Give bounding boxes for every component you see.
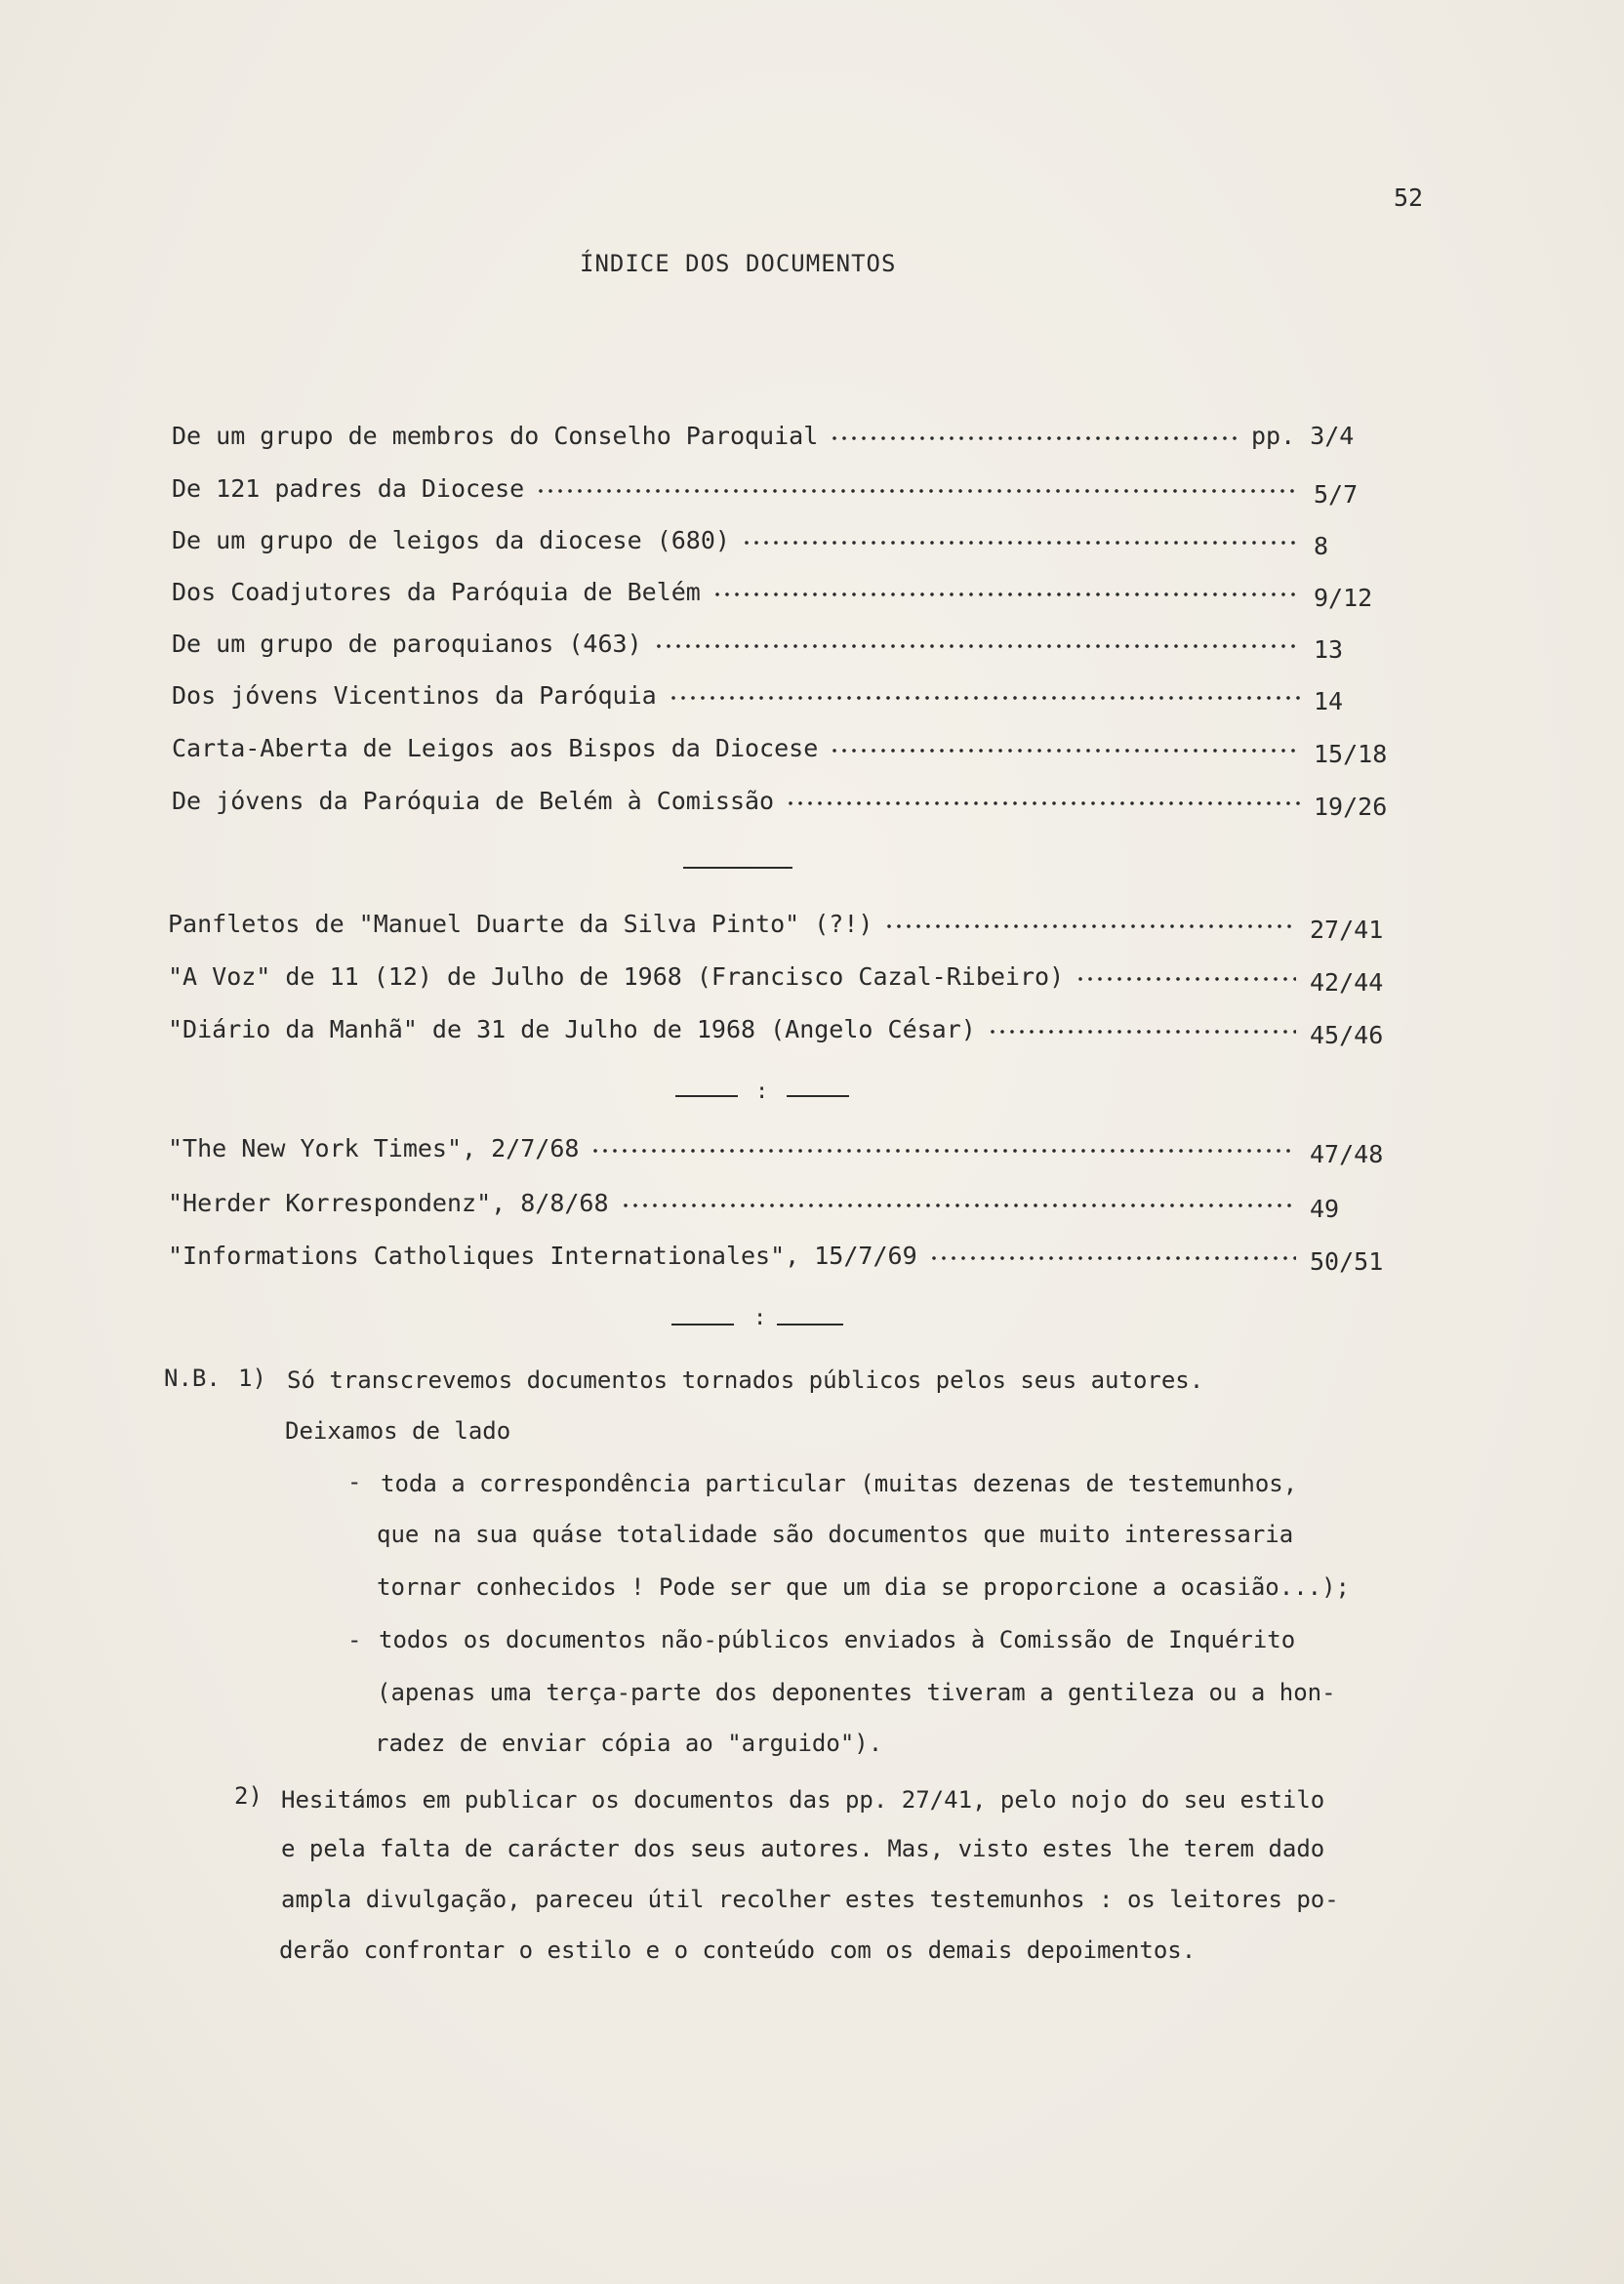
note-text: Deixamos de lado [285,1417,511,1445]
index-entry [168,1134,1384,1168]
entry-label: "Informations Catholiques Internationales", 15/7/69 [168,1242,917,1270]
index-entry [172,681,1372,714]
section-divider-left [675,1095,738,1097]
index-entry [172,578,1372,611]
page-number: 52 [1394,184,1424,212]
dot-leader [654,643,1300,649]
note-text: (apenas uma terça-parte dos deponentes tiveram a gentileza ou a hon- [377,1679,1336,1706]
entry-label: De um grupo de membros do Conselho Paroquial [172,422,819,450]
bullet: - [347,1468,362,1495]
dot-leader [536,488,1300,494]
entry-pages: 13 [1314,635,1344,664]
index-entry [168,910,1384,944]
entry-label: "Diário da Manhã" de 31 de Julho de 1968 (Angelo César) [168,1015,976,1043]
note-number: 2) [234,1782,263,1810]
entry-label: De um grupo de paroquianos (463) [172,630,642,658]
note-text: radez de enviar cópia ao "arguido"). [375,1730,883,1757]
dot-leader [590,1148,1296,1154]
index-entry [168,1189,1368,1222]
note-text: e pela falta de carácter dos seus autores. Mas, visto estes lhe terem dado [281,1835,1325,1862]
section-divider-left [671,1324,734,1326]
note-text: ampla divulgação, pareceu útil recolher estes testemunhos : os leitores po- [281,1886,1339,1913]
note-number: 1) [238,1365,266,1392]
entry-pages: 15/18 [1314,740,1388,768]
section-divider-mark: : [753,1306,767,1330]
index-entry [172,734,1388,768]
note-text: Só transcrevemos documentos tornados públicos pelos seus autores. [287,1366,1204,1394]
entry-label: "The New York Times", 2/7/68 [168,1134,580,1162]
dot-leader [621,1203,1296,1208]
entry-label: De 121 padres da Diocese [172,474,525,503]
dot-leader [786,800,1300,806]
dot-leader [1076,976,1296,982]
dot-leader [669,695,1300,701]
bullet: - [347,1626,362,1653]
index-entry [172,630,1372,663]
index-entry [168,962,1384,997]
note-text: toda a correspondência particular (muitas dezenas de testemunhos, [381,1470,1298,1497]
entry-label: De um grupo de leigos da diocese (680) [172,526,730,554]
dot-leader [884,923,1296,929]
entry-pages: 14 [1314,687,1344,715]
index-entry [168,1015,1384,1049]
note-prefix: N.B. [164,1365,221,1392]
note-text: Hesitámos em publicar os documentos das pp. 27/41, pelo nojo do seu estilo [281,1786,1325,1814]
entry-pages: 50/51 [1310,1247,1384,1276]
dot-leader [742,540,1300,546]
index-entry [172,526,1372,559]
entry-label: Dos Coadjutores da Paróquia de Belém [172,578,701,606]
note-text: tornar conhecidos ! Pode ser que um dia se proporcione a ocasião...); [377,1573,1350,1601]
entry-pages: 49 [1310,1195,1340,1223]
entry-label: Dos jóvens Vicentinos da Paróquia [172,681,657,710]
dot-leader [712,591,1300,597]
entry-label: Carta-Aberta de Leigos aos Bispos da Diocese [172,734,819,762]
section-divider-right [777,1324,843,1326]
page-title: ÍNDICE DOS DOCUMENTOS [580,250,897,277]
note-text: derão confrontar o estilo e o conteúdo com os demais depoimentos. [279,1937,1197,1964]
index-entry [172,474,1372,508]
dot-leader [929,1255,1296,1261]
entry-pages: pp. 3/4 [1251,422,1355,450]
entry-pages: 5/7 [1314,480,1359,509]
dot-leader [830,748,1300,754]
dot-leader [988,1029,1296,1035]
section-divider-right [787,1095,849,1097]
entry-label: De jóvens da Paróquia de Belém à Comissão [172,787,775,815]
entry-pages: 42/44 [1310,968,1384,997]
note-text: que na sua quáse totalidade são documentos que muito interessaria [377,1521,1294,1548]
dot-leader [830,435,1238,441]
section-divider-mark: : [755,1080,769,1104]
entry-label: "A Voz" de 11 (12) de Julho de 1968 (Francisco Cazal-Ribeiro) [168,962,1065,991]
entry-pages: 47/48 [1310,1140,1384,1168]
entry-pages: 27/41 [1310,916,1384,944]
entry-label: "Herder Korrespondenz", 8/8/68 [168,1189,609,1217]
index-entry [172,422,1372,455]
index-entry [172,787,1388,821]
entry-label: Panfletos de "Manuel Duarte da Silva Pinto" (?!) [168,910,873,938]
entry-pages: 9/12 [1314,584,1373,612]
entry-pages: 19/26 [1314,793,1388,821]
entry-pages: 8 [1314,532,1329,560]
entry-pages: 45/46 [1310,1021,1384,1049]
index-entry [168,1242,1384,1276]
note-text: todos os documentos não-públicos enviados à Comissão de Inquérito [379,1626,1296,1653]
section-divider [683,867,792,869]
